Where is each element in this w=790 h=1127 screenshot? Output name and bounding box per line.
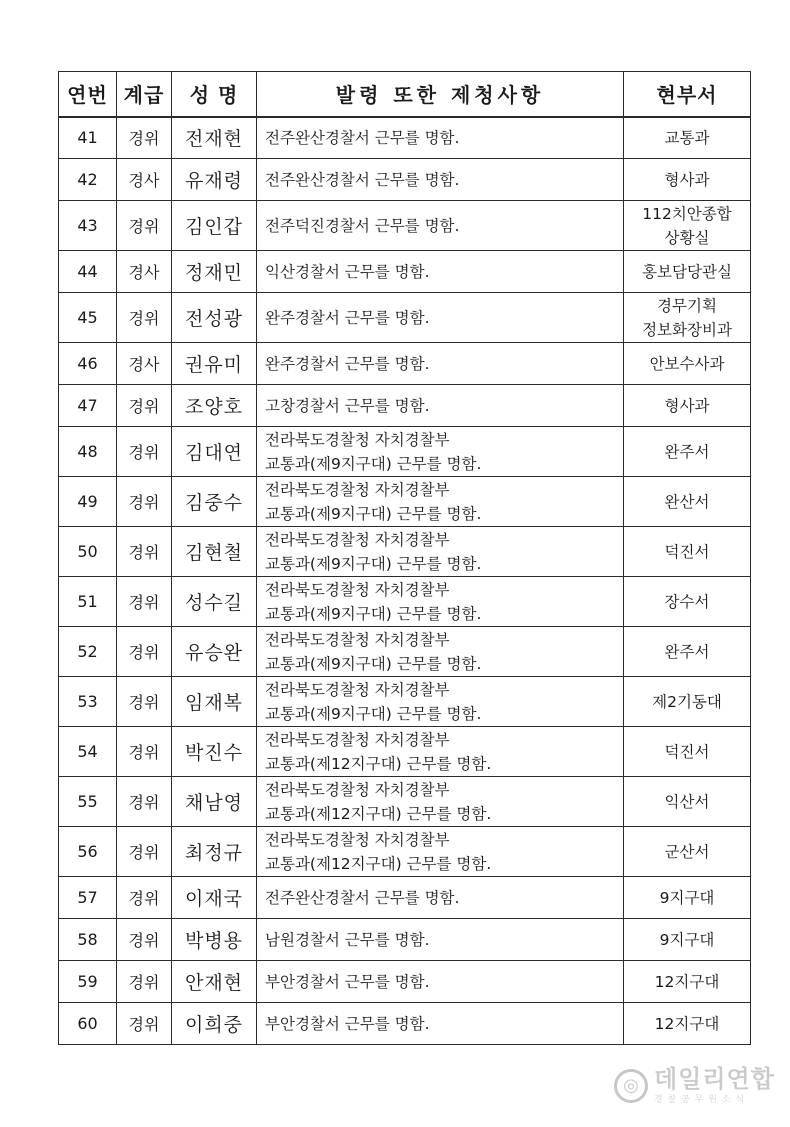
cell-rank: 경사	[117, 251, 172, 293]
cell-rank: 경위	[117, 527, 172, 577]
cell-name: 성수길	[172, 577, 257, 627]
notice-line: 부안경찰서 근무를 명함.	[265, 972, 430, 991]
notice-line: 고창경찰서 근무를 명함.	[265, 396, 430, 415]
cell-dept	[624, 577, 751, 627]
notice-line: 남원경찰서 근무를 명함.	[265, 930, 430, 949]
cell-dept	[624, 777, 751, 827]
cell-no: 42	[59, 159, 117, 201]
cell-dept	[624, 117, 751, 159]
notice-line: 전라북도경찰청 자치경찰부	[265, 780, 450, 799]
cell-notice	[257, 251, 624, 293]
notice-line: 부안경찰서 근무를 명함.	[265, 1014, 430, 1033]
dept-line: 형사과	[664, 396, 710, 415]
table-row	[59, 827, 751, 877]
cell-rank: 경위	[117, 201, 172, 251]
dept-line: 12지구대	[654, 1014, 720, 1033]
cell-rank: 경위	[117, 385, 172, 427]
cell-no: 47	[59, 385, 117, 427]
table-row	[59, 877, 751, 919]
cell-rank: 경위	[117, 477, 172, 527]
cell-dept	[624, 159, 751, 201]
dept-line: 홍보담당관실	[642, 262, 732, 281]
header-dept: 현부서	[624, 72, 751, 117]
notice-line: 교통과(제9지구대) 근무를 명함.	[265, 654, 482, 673]
dept-line: 완주서	[664, 442, 710, 461]
cell-notice	[257, 201, 624, 251]
table-row	[59, 477, 751, 527]
dept-line: 익산서	[664, 792, 710, 811]
cell-notice	[257, 1003, 624, 1045]
notice-line: 전라북도경찰청 자치경찰부	[265, 830, 450, 849]
cell-notice	[257, 477, 624, 527]
notice-line: 교통과(제12지구대) 근무를 명함.	[265, 754, 492, 773]
dept-line: 덕진서	[664, 542, 710, 561]
cell-no: 59	[59, 961, 117, 1003]
cell-notice	[257, 827, 624, 877]
notice-line: 교통과(제9지구대) 근무를 명함.	[265, 504, 482, 523]
cell-no: 55	[59, 777, 117, 827]
cell-no: 54	[59, 727, 117, 777]
cell-dept	[624, 343, 751, 385]
cell-rank: 경위	[117, 677, 172, 727]
notice-line: 교통과(제9지구대) 근무를 명함.	[265, 554, 482, 573]
dept-line: 교통과	[664, 128, 710, 147]
cell-name: 전재현	[172, 117, 257, 159]
cell-name: 김대연	[172, 427, 257, 477]
cell-name: 최정규	[172, 827, 257, 877]
cell-rank: 경위	[117, 961, 172, 1003]
dept-line: 형사과	[664, 170, 710, 189]
notice-line: 전주완산경찰서 근무를 명함.	[265, 170, 460, 189]
cell-no: 43	[59, 201, 117, 251]
table-row	[59, 919, 751, 961]
cell-notice	[257, 385, 624, 427]
cell-dept	[624, 527, 751, 577]
header-no: 연번	[59, 72, 117, 117]
cell-name: 김중수	[172, 477, 257, 527]
notice-line: 교통과(제9지구대) 근무를 명함.	[265, 604, 482, 623]
dept-line: 안보수사과	[649, 354, 725, 373]
dept-line: 12지구대	[654, 972, 720, 991]
table-row	[59, 201, 751, 251]
dept-line: 장수서	[664, 592, 710, 611]
cell-name: 안재현	[172, 961, 257, 1003]
notice-line: 전라북도경찰청 자치경찰부	[265, 680, 450, 699]
cell-name: 임재복	[172, 677, 257, 727]
notice-line: 교통과(제9지구대) 근무를 명함.	[265, 704, 482, 723]
cell-notice	[257, 527, 624, 577]
dept-line: 112치안종합	[642, 204, 732, 223]
cell-no: 45	[59, 293, 117, 343]
cell-no: 57	[59, 877, 117, 919]
cell-notice	[257, 577, 624, 627]
notice-line: 전라북도경찰청 자치경찰부	[265, 480, 450, 499]
cell-dept	[624, 919, 751, 961]
table-header-row	[59, 72, 751, 117]
cell-notice	[257, 293, 624, 343]
watermark-subtitle: 경 찰 공 무 원 소 식	[654, 1095, 746, 1105]
table-row	[59, 343, 751, 385]
table-row	[59, 627, 751, 677]
dept-line: 9지구대	[659, 888, 715, 907]
cell-notice	[257, 159, 624, 201]
cell-rank: 경위	[117, 117, 172, 159]
cell-no: 58	[59, 919, 117, 961]
notice-line: 교통과(제12지구대) 근무를 명함.	[265, 854, 492, 873]
table-row	[59, 777, 751, 827]
cell-no: 49	[59, 477, 117, 527]
dept-line: 완산서	[664, 492, 710, 511]
cell-dept	[624, 1003, 751, 1045]
table-body	[59, 117, 751, 1045]
cell-notice	[257, 427, 624, 477]
cell-no: 56	[59, 827, 117, 877]
notice-line: 전주완산경찰서 근무를 명함.	[265, 888, 460, 907]
cell-dept	[624, 677, 751, 727]
watermark-logo-icon: ◎	[614, 1069, 648, 1103]
cell-no: 48	[59, 427, 117, 477]
cell-no: 50	[59, 527, 117, 577]
cell-rank: 경위	[117, 1003, 172, 1045]
notice-line: 완주경찰서 근무를 명함.	[265, 308, 430, 327]
cell-rank: 경위	[117, 777, 172, 827]
watermark	[614, 1066, 775, 1105]
cell-rank: 경위	[117, 827, 172, 877]
cell-dept	[624, 877, 751, 919]
cell-name: 이희중	[172, 1003, 257, 1045]
cell-name: 이재국	[172, 877, 257, 919]
cell-no: 44	[59, 251, 117, 293]
table-row	[59, 251, 751, 293]
watermark-title: 데일리연합	[654, 1065, 775, 1093]
table-row	[59, 293, 751, 343]
notice-line: 교통과(제9지구대) 근무를 명함.	[265, 454, 482, 473]
cell-dept	[624, 627, 751, 677]
cell-no: 52	[59, 627, 117, 677]
cell-name: 박진수	[172, 727, 257, 777]
dept-line: 제2기동대	[652, 692, 722, 711]
cell-rank: 경위	[117, 293, 172, 343]
cell-rank: 경사	[117, 159, 172, 201]
cell-rank: 경위	[117, 427, 172, 477]
cell-dept	[624, 385, 751, 427]
table-row	[59, 117, 751, 159]
notice-line: 익산경찰서 근무를 명함.	[265, 262, 430, 281]
header-notice: 발령 또한 제청사항	[257, 72, 624, 117]
cell-name: 조양호	[172, 385, 257, 427]
header-name: 성 명	[172, 72, 257, 117]
cell-no: 41	[59, 117, 117, 159]
cell-notice	[257, 877, 624, 919]
cell-name: 채남영	[172, 777, 257, 827]
cell-rank: 경위	[117, 727, 172, 777]
notice-line: 전라북도경찰청 자치경찰부	[265, 730, 450, 749]
cell-name: 전성광	[172, 293, 257, 343]
dept-line: 9지구대	[659, 930, 715, 949]
cell-name: 정재민	[172, 251, 257, 293]
cell-dept	[624, 827, 751, 877]
table-row	[59, 427, 751, 477]
table-row	[59, 577, 751, 627]
cell-no: 53	[59, 677, 117, 727]
cell-notice	[257, 627, 624, 677]
cell-rank: 경위	[117, 577, 172, 627]
cell-notice	[257, 777, 624, 827]
cell-name: 유재령	[172, 159, 257, 201]
table-row	[59, 527, 751, 577]
cell-name: 유승완	[172, 627, 257, 677]
cell-no: 51	[59, 577, 117, 627]
notice-line: 전라북도경찰청 자치경찰부	[265, 580, 450, 599]
cell-notice	[257, 343, 624, 385]
cell-dept	[624, 427, 751, 477]
notice-line: 전주완산경찰서 근무를 명함.	[265, 128, 460, 147]
cell-name: 권유미	[172, 343, 257, 385]
table-row	[59, 159, 751, 201]
cell-notice	[257, 117, 624, 159]
cell-notice	[257, 677, 624, 727]
cell-no: 60	[59, 1003, 117, 1045]
table-row	[59, 677, 751, 727]
dept-line: 경무기획	[657, 296, 717, 315]
cell-rank: 경위	[117, 919, 172, 961]
dept-line: 완주서	[664, 642, 710, 661]
table-row	[59, 727, 751, 777]
cell-dept	[624, 293, 751, 343]
cell-name: 김인갑	[172, 201, 257, 251]
cell-dept	[624, 251, 751, 293]
table-row	[59, 385, 751, 427]
cell-notice	[257, 961, 624, 1003]
notice-line: 교통과(제12지구대) 근무를 명함.	[265, 804, 492, 823]
dept-line: 상황실	[664, 228, 710, 247]
cell-name: 박병용	[172, 919, 257, 961]
notice-line: 전라북도경찰청 자치경찰부	[265, 630, 450, 649]
header-rank: 계급	[117, 72, 172, 117]
cell-dept	[624, 727, 751, 777]
cell-name: 김현철	[172, 527, 257, 577]
dept-line: 정보화장비과	[642, 320, 732, 339]
notice-line: 전라북도경찰청 자치경찰부	[265, 530, 450, 549]
cell-no: 46	[59, 343, 117, 385]
dept-line: 덕진서	[664, 742, 710, 761]
table-row	[59, 1003, 751, 1045]
cell-dept	[624, 201, 751, 251]
notice-line: 전라북도경찰청 자치경찰부	[265, 430, 450, 449]
notice-line: 전주덕진경찰서 근무를 명함.	[265, 216, 460, 235]
notice-line: 완주경찰서 근무를 명함.	[265, 354, 430, 373]
personnel-table	[58, 71, 751, 1045]
dept-line: 군산서	[664, 842, 710, 861]
cell-notice	[257, 919, 624, 961]
cell-rank: 경위	[117, 627, 172, 677]
cell-dept	[624, 961, 751, 1003]
cell-notice	[257, 727, 624, 777]
table-row	[59, 961, 751, 1003]
cell-rank: 경사	[117, 343, 172, 385]
cell-dept	[624, 477, 751, 527]
cell-rank: 경위	[117, 877, 172, 919]
